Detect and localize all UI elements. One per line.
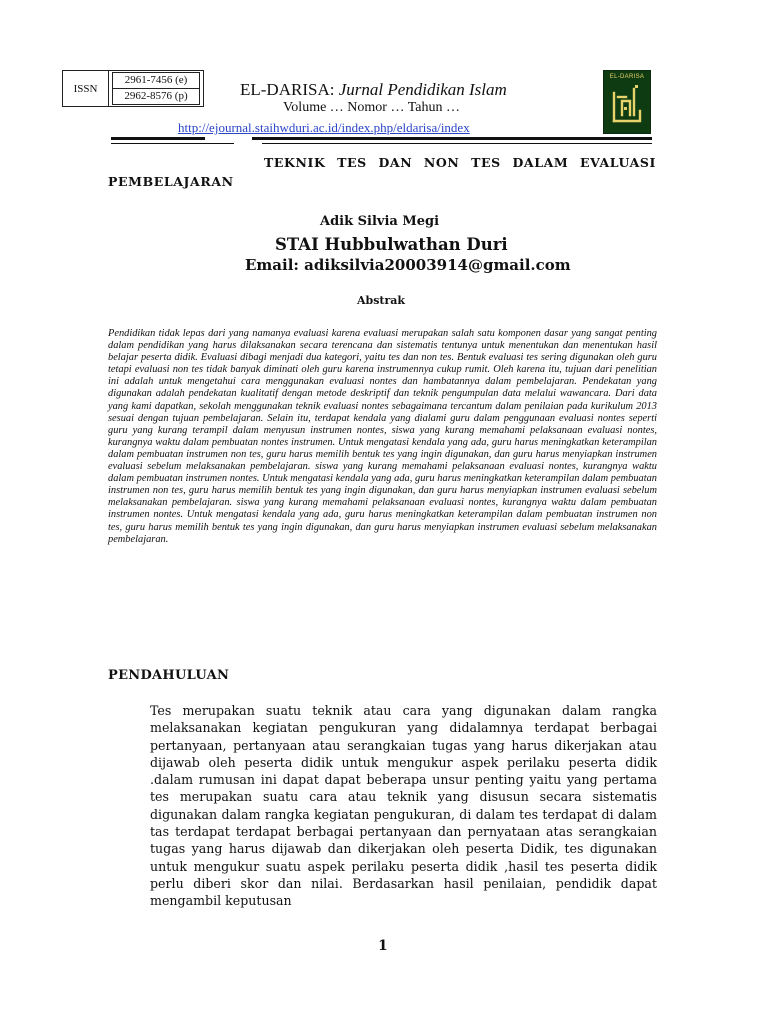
volume-line: Volume … Nomor … Tahun … bbox=[283, 100, 460, 115]
author-name: Adik Silvia Megi bbox=[320, 214, 440, 229]
issn-box bbox=[62, 70, 204, 107]
journal-url-link[interactable]: http://ejournal.staihwduri.ac.id/index.php/eldarisa/index bbox=[178, 120, 470, 135]
section-heading: PENDAHULUAN bbox=[108, 668, 230, 683]
issn-print: 2962-8576 (p) bbox=[112, 88, 200, 105]
article-title-line2: PEMBELAJARAN bbox=[108, 174, 234, 189]
journal-logo bbox=[603, 70, 651, 134]
author-email bbox=[245, 256, 571, 274]
logo-text: EL-DARISA bbox=[609, 74, 645, 80]
header-rule-thin bbox=[262, 143, 652, 144]
title-word: EVALUASI bbox=[580, 155, 656, 170]
title-word: TES bbox=[471, 155, 501, 170]
title-word: TEKNIK bbox=[264, 155, 326, 170]
abstract-heading: Abstrak bbox=[357, 294, 406, 307]
journal-subtitle: Jurnal Pendidikan Islam bbox=[338, 80, 507, 99]
title-word: DAN bbox=[378, 155, 413, 170]
journal-name bbox=[240, 80, 507, 100]
issn-electronic: 2961-7456 (e) bbox=[112, 72, 200, 88]
title-word: DALAM bbox=[512, 155, 569, 170]
email-label: Email bbox=[245, 256, 294, 274]
issn-label: ISSN bbox=[63, 71, 109, 106]
header-rule-left-thick bbox=[111, 137, 205, 140]
title-word: TES bbox=[337, 155, 367, 170]
logo-calligraphy-icon bbox=[604, 71, 650, 133]
email-address: : adiksilvia20003914@gmail.com bbox=[293, 256, 571, 274]
abstract-text: Pendidikan tidak lepas dari yang namanya evaluasi karena evaluasi merupakan salah satu komponen dasar yang sangat penting dalam pendidikan yang harus dilaksanakan secara terencana dan sistematis tentunya untuk menentukan dan menentukan hasil belajar peserta didik. Evaluasi dibagi menjadi dua kategori, yaitu tes dan non tes. Bentuk evaluasi tes sering digunakan oleh guru tetapi evaluasi non tes tidak banyak diminati oleh guru karena instrumennya cukup rumit. Oleh karena itu, tujuan dari penelitian ini adalah untuk mengetahui cara menggunakan evaluasi nontes dan hambatannya dalam pembelajaran. Pendekatan yang digunakan adalah pendekatan kualitatif dengan metode deskriptif dan teknik pengumpulan data melalui wawancara. Dari data yang kami dapatkan, sekolah menggunakan teknik evaluasi nontes sebagaimana tercantum dalam penilaian pada kurikulum 2013 sesuai dengan tujuan pembelajaran. Selain itu, terdapat kendala yang dialami guru dalam penggunaan evaluasi nontes seperti guru yang kurang terampil dalam menyusun instrumen nontes, siswa yang kurang memahami pelaksanaan evaluasi nontes, kurangnya waktu dalam pembuatan nontes instrumen. Untuk mengatasi kendala yang ada, guru harus meningkatkan keterampilan dalam pembuatan instrumen non tes, guru harus memilih bentuk tes yang ingin digunakan, dan guru harus menyiapkan instrumen evaluasi sebelum melaksanakan pembelajaran. siswa yang kurang memahami pelaksanaan evaluasi nontes, kurangnya waktu dalam pembuatan instrumen nontes. Untuk mengatasi kendala yang ada, guru harus meningkatkan keterampilan dalam pembuatan instrumen non tes, guru harus memilih bentuk tes yang ingin digunakan, dan guru harus menyiapkan instrumen evaluasi sebelum melaksanakan pembelajaran. siswa yang kurang memahami pelaksanaan evaluasi nontes, kurangnya waktu dalam pembuatan instrumen nontes. Untuk mengatasi kendala yang ada, guru harus meningkatkan keterampilan dalam pembuatan instrumen non tes, guru harus memilih bentuk tes yang ingin digunakan, dan guru harus menyiapkan instrumen evaluasi sebelum melaksanakan pembelajaran. bbox=[108, 328, 657, 545]
issn-numbers bbox=[109, 71, 203, 106]
header-rule-left-thin bbox=[111, 143, 234, 144]
page-number: 1 bbox=[378, 938, 388, 954]
title-word: NON bbox=[423, 155, 460, 170]
section-body-text: Tes merupakan suatu teknik atau cara yang digunakan dalam rangka melaksanakan kegiatan pengukuran yang didalamnya terdapat berbagai pertanyaan, pertanyaan atau serangkaian tugas yang harus dikerjakan atau dijawab oleh peserta didik untuk mengukur aspek perilaku peserta didik .dalam rumusan ini dapat dapat beberapa unsur penting yaitu yang pertama tes merupakan suatu cara atau teknik yang disusun secara sistematis digunakan dalam rangka kegiatan pengukuran, di dalam tes terdapat di dalam tas terdapat terdapat berbagai pertanyaan dan pernyataan atas serangkaian tugas yang harus dijawab dan dikerjakan oleh peserta Didik, tes digunakan untuk mengukur suatu aspek perilaku peserta didik ,hasil tes peserta didik perlu diberi skor dan nilai. Berdasarkan hasil penilaian, pendidik dapat mengambil keputusan bbox=[150, 703, 657, 909]
article-title-line1 bbox=[264, 155, 656, 170]
journal-name-main: EL-DARISA: bbox=[240, 80, 335, 99]
institution: STAI Hubbulwathan Duri bbox=[275, 235, 508, 254]
header-rule-thick bbox=[252, 137, 652, 140]
